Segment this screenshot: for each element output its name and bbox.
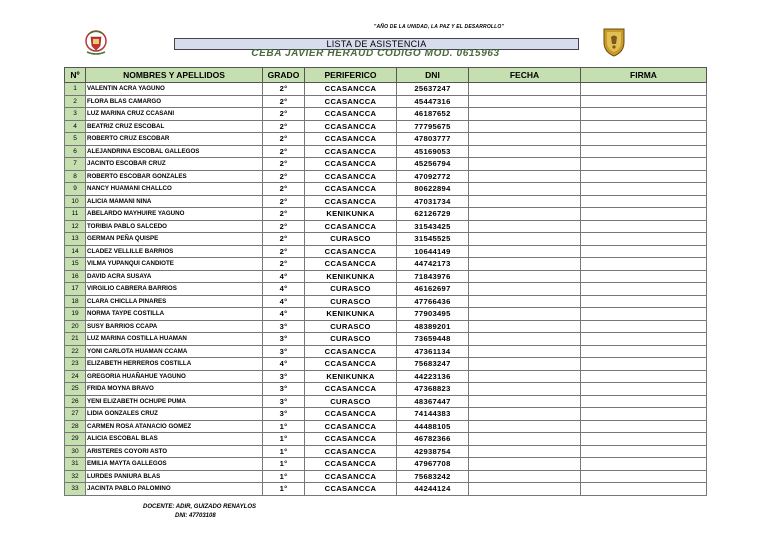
student-grade: 2° [263,220,305,233]
student-name: CLARA CHICLLA PINARES [86,295,263,308]
student-periferico: CURASCO [305,395,397,408]
list-title: LISTA DE ASISTENCIA [174,38,579,50]
student-dni: 47031734 [397,195,469,208]
student-name: JACINTO ESCOBAR CRUZ [86,158,263,171]
student-dni: 46187652 [397,108,469,121]
student-grade: 3° [263,395,305,408]
student-grade: 3° [263,320,305,333]
student-name: BEATRIZ CRUZ ESCOBAL [86,120,263,133]
table-row [65,358,707,371]
signature-cell [581,83,707,96]
student-periferico: CURASCO [305,333,397,346]
student-grade: 2° [263,83,305,96]
signature-cell [581,458,707,471]
student-periferico: CCASANCCA [305,358,397,371]
student-name: ROBERTO CRUZ ESCOBAR [86,133,263,146]
student-periferico: CCASANCCA [305,470,397,483]
signature-cell [581,95,707,108]
table-row [65,95,707,108]
student-periferico: CCASANCCA [305,483,397,496]
student-name: YONI CARLOTA HUAMAN CCAMA [86,345,263,358]
student-dni: 80622894 [397,183,469,196]
student-dni: 47368823 [397,383,469,396]
signature-cell [581,445,707,458]
student-dni: 77903495 [397,308,469,321]
date-cell [469,170,581,183]
student-periferico: CCASANCCA [305,158,397,171]
row-number: 21 [65,333,86,346]
student-dni: 47766436 [397,295,469,308]
date-cell [469,120,581,133]
student-name: LURDES PANIURA BLAS [86,470,263,483]
col-header-name: NOMBRES Y APELLIDOS [86,68,263,83]
student-name: ELIZABETH HERREROS COSTILLA [86,358,263,371]
row-number: 14 [65,245,86,258]
student-periferico: KENIKUNKA [305,270,397,283]
table-row [65,470,707,483]
student-grade: 3° [263,333,305,346]
student-grade: 2° [263,158,305,171]
student-grade: 2° [263,95,305,108]
row-number: 26 [65,395,86,408]
table-row [65,383,707,396]
table-row [65,433,707,446]
student-periferico: CCASANCCA [305,345,397,358]
student-periferico: CCASANCCA [305,83,397,96]
student-periferico: KENIKUNKA [305,308,397,321]
student-name: ROBERTO ESCOBAR GONZALES [86,170,263,183]
date-cell [469,270,581,283]
table-row [65,345,707,358]
student-grade: 3° [263,383,305,396]
date-cell [469,133,581,146]
student-grade: 2° [263,233,305,246]
student-dni: 31545525 [397,233,469,246]
date-cell [469,420,581,433]
table-row [65,308,707,321]
row-number: 33 [65,483,86,496]
student-grade: 2° [263,120,305,133]
row-number: 22 [65,345,86,358]
student-grade: 2° [263,208,305,221]
date-cell [469,183,581,196]
student-periferico: CCASANCCA [305,183,397,196]
row-number: 3 [65,108,86,121]
table-row [65,333,707,346]
student-grade: 3° [263,370,305,383]
table-header-row [65,68,707,83]
student-name: DAVID ACRA SUSAYA [86,270,263,283]
student-dni: 48389201 [397,320,469,333]
student-grade: 2° [263,170,305,183]
table-row [65,445,707,458]
row-number: 17 [65,283,86,296]
signature-cell [581,195,707,208]
student-dni: 44488105 [397,420,469,433]
student-grade: 1° [263,483,305,496]
student-name: ARISTERES COYORI ASTO [86,445,263,458]
student-grade: 4° [263,308,305,321]
student-grade: 1° [263,458,305,471]
row-number: 27 [65,408,86,421]
row-number: 4 [65,120,86,133]
table-row [65,145,707,158]
student-periferico: CCASANCCA [305,258,397,271]
student-dni: 45169053 [397,145,469,158]
signature-cell [581,220,707,233]
student-dni: 45256794 [397,158,469,171]
student-periferico: CURASCO [305,283,397,296]
student-dni: 71843976 [397,270,469,283]
date-cell [469,358,581,371]
date-cell [469,483,581,496]
school-crest-icon [84,28,108,58]
student-name: ALEJANDRINA ESCOBAL GALLEGOS [86,145,263,158]
date-cell [469,333,581,346]
student-dni: 46782366 [397,433,469,446]
table-row [65,270,707,283]
student-periferico: CCASANCCA [305,95,397,108]
student-name: LUZ MARINA CRUZ CCASANI [86,108,263,121]
student-grade: 3° [263,345,305,358]
table-row [65,233,707,246]
student-dni: 31543425 [397,220,469,233]
table-row [65,108,707,121]
student-name: FLORA BLAS CAMARGO [86,95,263,108]
student-dni: 44244124 [397,483,469,496]
student-periferico: CCASANCCA [305,408,397,421]
student-grade: 4° [263,283,305,296]
student-dni: 75683247 [397,358,469,371]
col-header-place: PERIFERICO [305,68,397,83]
row-number: 1 [65,83,86,96]
col-header-grade: GRADO [263,68,305,83]
date-cell [469,433,581,446]
attendance-table [64,67,707,496]
signature-cell [581,158,707,171]
row-number: 20 [65,320,86,333]
student-name: ALICIA ESCOBAL BLAS [86,433,263,446]
student-periferico: CURASCO [305,320,397,333]
student-name: SUSY BARRIOS CCAPA [86,320,263,333]
student-name: VILMA YUPANQUI CANDIOTE [86,258,263,271]
table-row [65,258,707,271]
date-cell [469,208,581,221]
col-header-number: Nº [65,68,86,83]
table-row [65,408,707,421]
student-name: LUZ MARINA COSTILLA HUAMAN [86,333,263,346]
table-row [65,245,707,258]
signature-cell [581,283,707,296]
row-number: 5 [65,133,86,146]
student-dni: 47967708 [397,458,469,471]
national-motto: "AÑO DE LA UNIDAD, LA PAZ Y EL DESARROLLO" [373,24,505,30]
signature-cell [581,408,707,421]
row-number: 25 [65,383,86,396]
student-name: TORIBIA PABLO SALCEDO [86,220,263,233]
row-number: 13 [65,233,86,246]
student-periferico: CCASANCCA [305,120,397,133]
student-dni: 73659448 [397,333,469,346]
row-number: 18 [65,295,86,308]
student-dni: 48367447 [397,395,469,408]
student-name: NANCY HUAMANI CHALLCO [86,183,263,196]
col-header-dni: DNI [397,68,469,83]
row-number: 10 [65,195,86,208]
student-dni: 47092772 [397,170,469,183]
institution-shield-icon [601,26,627,58]
student-name: LIDIA GONZALES CRUZ [86,408,263,421]
signature-cell [581,295,707,308]
student-grade: 2° [263,133,305,146]
date-cell [469,370,581,383]
date-cell [469,245,581,258]
date-cell [469,345,581,358]
col-header-date: FECHA [469,68,581,83]
date-cell [469,233,581,246]
signature-cell [581,470,707,483]
student-dni: 45447316 [397,95,469,108]
signature-cell [581,183,707,196]
student-periferico: CCASANCCA [305,383,397,396]
student-periferico: CCASANCCA [305,445,397,458]
student-grade: 4° [263,295,305,308]
date-cell [469,158,581,171]
date-cell [469,395,581,408]
date-cell [469,220,581,233]
row-number: 11 [65,208,86,221]
signature-cell [581,145,707,158]
student-name: YENI ELIZABETH OCHUPE PUMA [86,395,263,408]
student-periferico: CCASANCCA [305,133,397,146]
student-grade: 1° [263,420,305,433]
signature-cell [581,345,707,358]
student-dni: 74144383 [397,408,469,421]
student-periferico: KENIKUNKA [305,370,397,383]
student-grade: 2° [263,108,305,121]
signature-cell [581,208,707,221]
student-periferico: CCASANCCA [305,245,397,258]
signature-cell [581,333,707,346]
signature-cell [581,320,707,333]
row-number: 19 [65,308,86,321]
student-name: GERMAN PEÑA QUISPE [86,233,263,246]
date-cell [469,470,581,483]
row-number: 29 [65,433,86,446]
table-row [65,395,707,408]
student-periferico: CCASANCCA [305,108,397,121]
date-cell [469,95,581,108]
row-number: 23 [65,358,86,371]
signature-cell [581,483,707,496]
signature-cell [581,420,707,433]
row-number: 2 [65,95,86,108]
table-row [65,283,707,296]
student-grade: 2° [263,195,305,208]
row-number: 6 [65,145,86,158]
table-row [65,195,707,208]
date-cell [469,383,581,396]
date-cell [469,445,581,458]
student-grade: 1° [263,445,305,458]
student-grade: 4° [263,358,305,371]
row-number: 31 [65,458,86,471]
student-grade: 1° [263,470,305,483]
teacher-name: DOCENTE: ADIR, GUIZADO RENAYLOS [143,504,257,510]
student-dni: 42938754 [397,445,469,458]
row-number: 32 [65,470,86,483]
student-dni: 75683242 [397,470,469,483]
row-number: 8 [65,170,86,183]
teacher-dni: DNI: 47703108 [175,513,216,519]
signature-cell [581,370,707,383]
student-name: NORMA TAYPE COSTILLA [86,308,263,321]
student-name: ABELARDO MAYHUIRE YAGUNO [86,208,263,221]
student-dni: 47803777 [397,133,469,146]
student-name: VIRGILIO CABRERA BARRIOS [86,283,263,296]
row-number: 15 [65,258,86,271]
student-name: CARMEN ROSA ATANACIO GOMEZ [86,420,263,433]
student-name: GREGORIA HUAÑAHUE YAGUNO [86,370,263,383]
student-periferico: KENIKUNKA [305,208,397,221]
student-grade: 2° [263,258,305,271]
table-row [65,183,707,196]
table-row [65,458,707,471]
date-cell [469,295,581,308]
table-row [65,170,707,183]
student-grade: 2° [263,145,305,158]
row-number: 7 [65,158,86,171]
signature-cell [581,233,707,246]
signature-cell [581,170,707,183]
row-number: 9 [65,183,86,196]
signature-cell [581,108,707,121]
signature-cell [581,395,707,408]
date-cell [469,108,581,121]
signature-cell [581,245,707,258]
table-row [65,295,707,308]
student-periferico: CCASANCCA [305,420,397,433]
date-cell [469,308,581,321]
table-row [65,158,707,171]
student-periferico: CCASANCCA [305,433,397,446]
student-name: VALENTIN ACRA YAGUNO [86,83,263,96]
student-dni: 62126729 [397,208,469,221]
date-cell [469,283,581,296]
signature-cell [581,258,707,271]
student-periferico: CCASANCCA [305,145,397,158]
table-row [65,420,707,433]
table-row [65,320,707,333]
date-cell [469,258,581,271]
student-grade: 2° [263,183,305,196]
date-cell [469,408,581,421]
date-cell [469,458,581,471]
signature-cell [581,270,707,283]
date-cell [469,83,581,96]
date-cell [469,320,581,333]
row-number: 30 [65,445,86,458]
student-name: CLADEZ VELLILLE BARRIOS [86,245,263,258]
student-dni: 44223136 [397,370,469,383]
student-dni: 44742173 [397,258,469,271]
table-row [65,120,707,133]
row-number: 24 [65,370,86,383]
table-row [65,133,707,146]
col-header-signature: FIRMA [581,68,707,83]
date-cell [469,145,581,158]
student-dni: 25637247 [397,83,469,96]
student-periferico: CCASANCCA [305,195,397,208]
teacher-signature-block [143,503,256,521]
signature-cell [581,120,707,133]
student-periferico: CCASANCCA [305,170,397,183]
student-grade: 2° [263,245,305,258]
row-number: 28 [65,420,86,433]
student-grade: 3° [263,408,305,421]
signature-cell [581,383,707,396]
school-name: CEBA JAVIER HERAUD CODIGO MOD. 0615963 [251,48,500,59]
student-periferico: CCASANCCA [305,458,397,471]
signature-cell [581,433,707,446]
student-periferico: CURASCO [305,295,397,308]
date-cell [469,195,581,208]
student-dni: 77795675 [397,120,469,133]
table-row [65,220,707,233]
student-name: EMILIA MAYTA GALLEGOS [86,458,263,471]
row-number: 16 [65,270,86,283]
signature-cell [581,133,707,146]
table-row [65,208,707,221]
row-number: 12 [65,220,86,233]
student-name: FRIDA MOYNA BRAVO [86,383,263,396]
signature-cell [581,358,707,371]
table-row [65,370,707,383]
student-dni: 46162697 [397,283,469,296]
signature-cell [581,308,707,321]
student-grade: 4° [263,270,305,283]
student-periferico: CURASCO [305,233,397,246]
student-periferico: CCASANCCA [305,220,397,233]
student-name: ALICIA MAMANI NINA [86,195,263,208]
table-row [65,483,707,496]
table-row [65,83,707,96]
student-grade: 1° [263,433,305,446]
student-dni: 10644149 [397,245,469,258]
student-name: JACINTA PABLO PALOMINO [86,483,263,496]
student-dni: 47361134 [397,345,469,358]
